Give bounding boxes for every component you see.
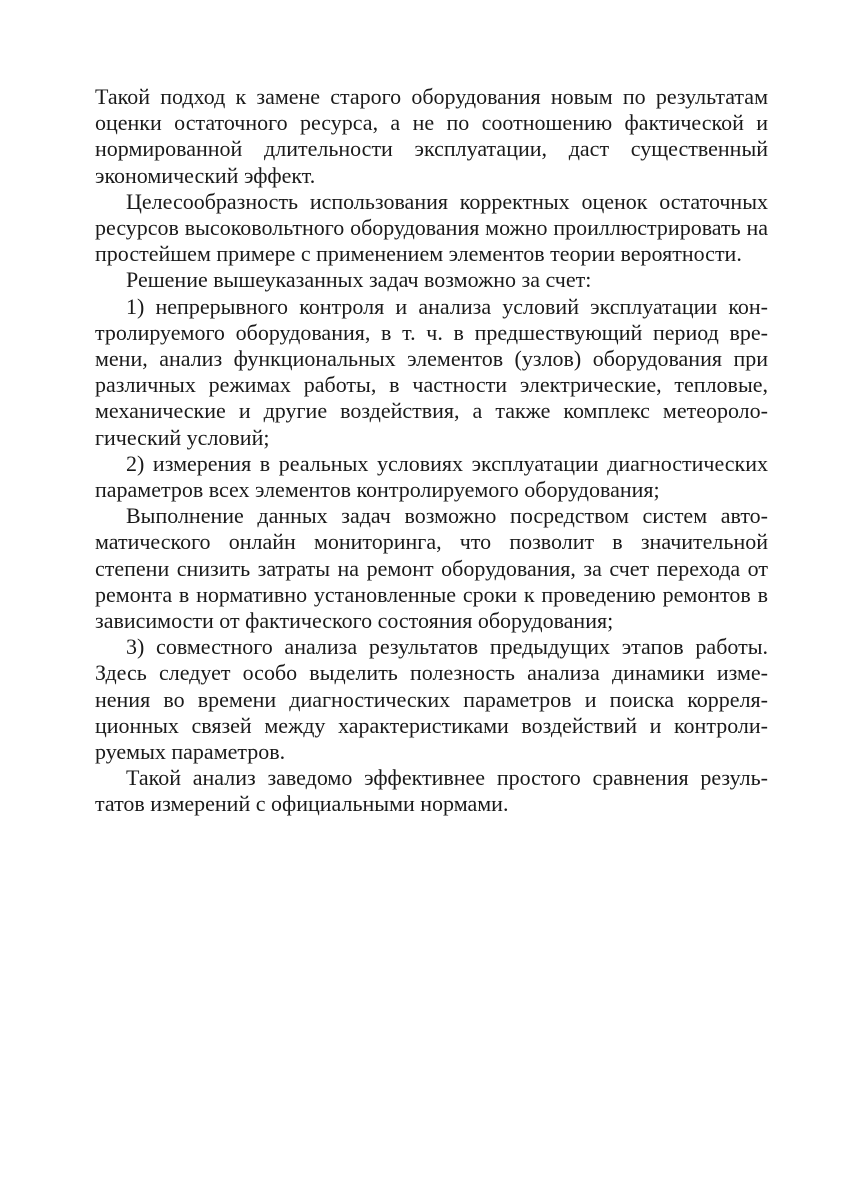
paragraph-online-monitoring: Выполнение данных задач возможно посредством систем автоматического онлайн мониторинга, что позволит в значительной степени снизить затраты на ремонт оборудования, за счет перехода от ремонта в нормативно установленные сроки к проведению ремонтов в зависимости от фактического состояния оборудования; <box>95 503 768 634</box>
paragraph-expediency: Целесообразность использования корректных оценок остаточных ресурсов высоковольтного оборудования можно проиллюстрировать на простейшем примере с применением элементов теории вероятности. <box>95 188 768 267</box>
paragraph-economic-effect: Такой подход к замене старого оборудования новым по результатам оценки остаточного ресурса, а не по соотношению фактической и нормированной длительности эксплуатации, даст существенный экономический эффект. <box>95 84 768 188</box>
page-text-body <box>95 84 768 818</box>
paragraph-solution-intro: Решение вышеуказанных задач возможно за счет: <box>126 267 592 293</box>
paragraph-conclusion: Такой анализ заведомо эффективнее простого сравнения результатов измерений с официальными нормами. <box>95 765 768 817</box>
list-item-1-continuous-control: 1) непрерывного контроля и анализа условий эксплуатации контролируемого оборудования, в т. ч. в предшествующий период времени, анализ функциональных элементов (узлов) оборудования при различных режимах работы, в частности электрические, тепловые, механические и другие воздействия, а также комплекс метеорологический условий; <box>95 293 768 450</box>
list-item-3-joint-analysis: 3) совместного анализа результатов предыдущих этапов работы. Здесь следует особо выделить полезность анализа динамики изменения во времени диагностических параметров и поиска корреляционных связей между характеристиками воздействий и контролируемых параметров. <box>95 634 768 765</box>
list-item-2-measurements: 2) измерения в реальных условиях эксплуатации диагностических параметров всех элементов контролируемого оборудования; <box>95 450 768 503</box>
